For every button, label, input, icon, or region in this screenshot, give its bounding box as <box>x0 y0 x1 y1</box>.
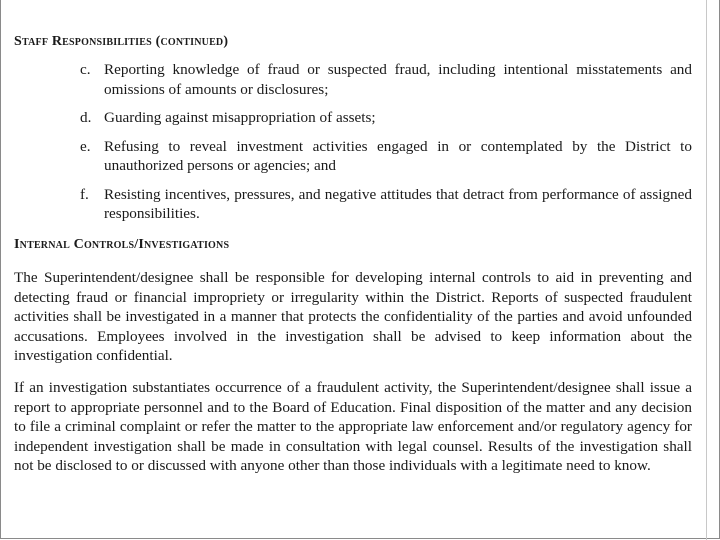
right-edge-line <box>706 0 707 540</box>
list-item <box>80 60 692 99</box>
section-heading-internal-controls: Internal Controls/Investigations <box>14 237 230 252</box>
heading-title: Staff Responsibilities <box>14 34 152 49</box>
paragraph-internal-controls: The Superintendent/designee shall be responsible for developing internal controls to aid in preventing and detecting fraud or financial impropriety or irregularity within the District. Reports of suspected fraudulent activities shall be investigated in a manner that protects the confidentiality of the parties and avoid unfounded accusations. Employees involved in the investigation shall be advised to keep information about the investigation confidential. <box>14 269 692 364</box>
list-item-text: Resisting incentives, pressures, and negative attitudes that detract from performance of assigned responsibilities. <box>104 185 692 222</box>
section-heading-staff-responsibilities <box>14 33 228 51</box>
list-item-text: Guarding against misappropriation of assets; <box>104 109 376 126</box>
list-item-text: Refusing to reveal investment activities engaged in or contemplated by the District to unauthorized persons or agencies; and <box>104 137 692 174</box>
list-item <box>80 108 692 128</box>
list-marker: d. <box>80 109 92 126</box>
staff-responsibilities-list <box>80 60 692 233</box>
heading-suffix: (continued) <box>155 34 229 49</box>
list-item-text: Reporting knowledge of fraud or suspected fraud, including intentional misstatements and omissions of amounts or disclosures; <box>104 61 692 98</box>
list-item <box>80 137 692 176</box>
list-marker: f. <box>80 185 89 203</box>
list-marker: e. <box>80 137 91 155</box>
list-item <box>80 185 692 224</box>
list-marker: c. <box>80 61 91 78</box>
paragraph-investigation-outcome: If an investigation substantiates occurrence of a fraudulent activity, the Superintendent/designee shall issue a report to appropriate personnel and to the Board of Education. Final disposition of the matter and any decision to file a criminal complaint or refer the matter to the appropriate law enforcement and/or regulatory agency for independent investigation shall be made in consultation with legal counsel. Results of the investigation shall not be disclosed to or discussed with anyone other than those individuals with a legitimate need to know. <box>14 379 692 474</box>
